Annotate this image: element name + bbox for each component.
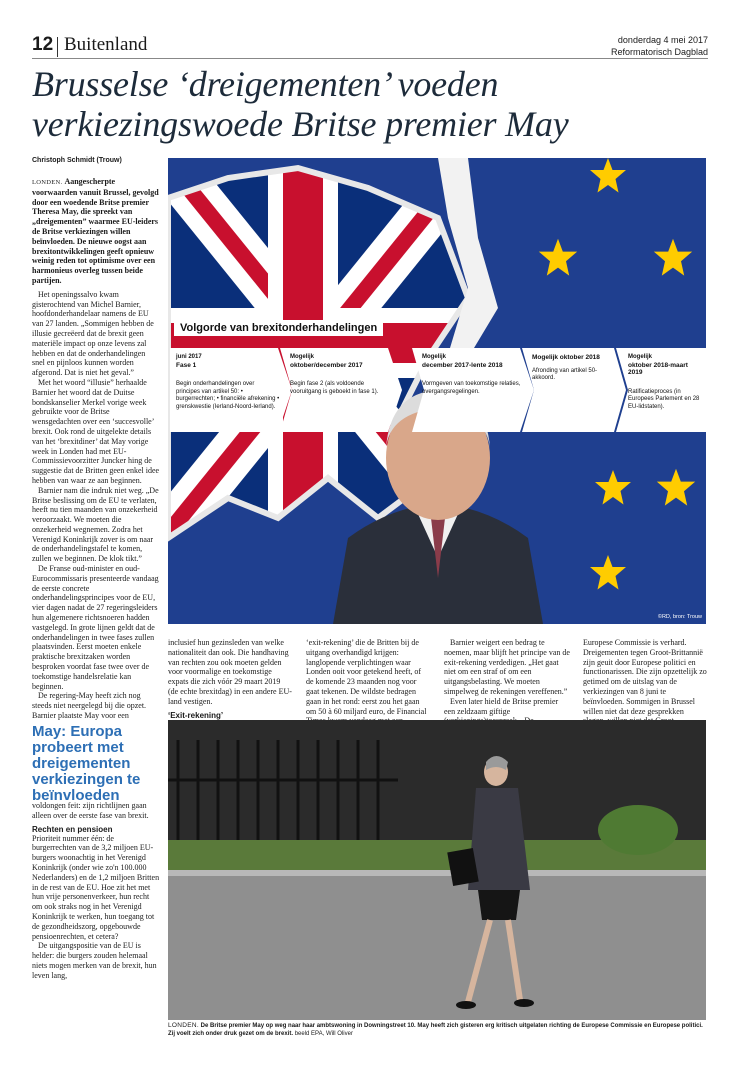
caption-credit: beeld EPA, Will Oliver [294,1031,353,1037]
timeline-step [280,348,402,432]
step-when: Mogelijk [628,354,653,360]
issue-date: donderdag 4 mei 2017 [617,35,708,45]
paragraph: Europese Commissie is verhard. Dreigementen tegen Groot-Brittannië zijn geuit door Europese politici en functionarissen. Die zijn opzettelijk zo getimed om de uitslag van de verkiezingen van 8 juni te beïnvloeden. Sommigen in Brussel willen niet dat deze gesprekken [583,638,707,716]
timeline-title: Volgorde van brexitonderhandelingen [174,320,383,336]
header-rule [32,58,708,59]
paragraph: voldongen feit: zijn richtlijnen gaan alleen over de eerste fase van brexit. [32,801,149,820]
paragraph: Met het woord “illusie” herhaalde Barnier het woord dat de Duitse bondskanselier Merkel vorige week gebruikte voor de Britse wensgedachten over een ‘succesvolle’ brexit. Ook rond de uitgelekte details van het ‘brexitdiner’ dat May vorige week in Londen had met EU-Commissievoorzitter Juncker hing de suggestie dat de Britten geen enkel idee hebben van waar ze aan beginnen. [32,377,160,485]
paragraph: Barnier nam die indruk niet weg. „De Britse beslissing om de EU te verlaten, heeft nu tien maanden van onzekerheid veroorzaakt. We moeten die onzekerheid wegnemen. Zodra het Verenigd Koninkrijk zover is om naar de onderhandelingstafel te komen, zullen we beginnen. De klok tikt.” [32,485,159,564]
article-column-1b [32,801,160,981]
pull-quote: May: Europa probeert met dreigementen verkiezingen te beïnvloeden [32,723,141,804]
step-text: Afronding van artikel 50-akkoord. [532,367,598,381]
paragraph: Het openingssalvo kwam gisterochtend van Michel Barnier, hoofdonderhandelaar namens de EU van 27 landen. „Sommigen hebben de illusie gecreëerd dat de brexit geen materiële impact op onze levens zal hebben en dat de onderhandelingen snel en pijnloos kunnen worden afgerond. Dat is niet het geval.” [32,289,154,378]
page-number: 12 [32,34,54,55]
step-text: Begin fase 2 (als voldoende vooruitgang is geboekt in fase 1). [290,381,379,395]
timeline-step [412,348,534,432]
subheading: ‘Exit-rekening’ [168,710,224,720]
may-photo [168,720,706,1020]
paragraph: De uitgangspositie van de EU is helder: die burgers zouden helemaal niets mogen merken van de brexit, hun leven lang, [32,941,157,980]
article-column-1 [32,177,160,721]
timeline-step [616,348,706,432]
step-when: Mogelijk oktober 2018 [532,354,600,361]
paper-name: Reformatorisch Dagblad [610,47,708,57]
paragraph: Prioriteit nummer één: de burgerrechten van de 3,2 miljoen EU-burgers woonachtig in het Verenigd Koninkrijk (onder wie zo'n 100.000 Nederlanders) en de 1,2 miljoen Britten in de rest van de EU. Hoe zit het met hun vrije personenverkeer, hun recht om ook straks nog in het Verenigd Koninkrijk te werken, hun toegang tot de gezondheidszorg, opgebouwde pensioenrechten, et cetera? [32,833,160,941]
step-text: Begin onderhandelingen over principes van artikel 50: • burgerrechten; • financiële afrekening • grenskwestie (Ierland-Noord-Ierland). [176,381,280,410]
step-when: Mogelijk [290,354,315,360]
step-text: Ratificatieproces (in Europees Parlement en 28 EU-lidstaten). [628,388,700,410]
timeline-step [170,348,292,432]
downing-street-scene [168,720,706,1020]
paragraph: Barnier weigert een bedrag te noemen, maar blijft het principe van de exit-rekening verdedigen. „Het gaat niet om een straf of om een uitgangsbelasting. We moeten simpelweg de rekeningen vereffenen.” [444,638,570,696]
lede: Aangescherpte voorwaarden vanuit Brussel, gevolgd door een woedende Britse premier Theresa May, die spreekt van „dreigementen” waarmee EU-leiders de Britse verkiezingen willen beïnvloeden. De nieuwe oogst aan brexitontwikkelingen geeft opnieuw weinig reden tot optimisme over een harmonieus overleg tussen beide partijen. [32,177,159,285]
paragraph: ‘exit-rekening’ die de Britten bij de uitgang overhandigd krijgen: langlopende verplichtingen waar Londen ooit voor getekend heeft, of de komende 23 maanden nog voor gaat tekenen. De wildste bedragen gaan in het rond: eerst zou het gaan om 50 à 60 miljard euro, de Financial [306,638,427,716]
caption-dateline: LONDEN. [168,1022,199,1029]
paragraph: De Franse oud-minister en oud-Eurocommissaris presenteerde vandaag de eerste concrete onderhandelingsprincipes voor de EU, vier dagen nadat de 27 regeringsleiders hun algemenere richtsnoeren hadden vastgelegd. In grote lijnen geldt dat de onderhandelingen in twee fases zullen plaatsvinden. Eerst moeten enkele praktische brexitzaken worden besproken voordat fase twee over de toekomstige handelsrelatie kan beginnen. [32,564,159,691]
subheading: Rechten en pensioen [32,824,113,834]
graphic-credit: ©RD, bron: Trouw [657,614,702,620]
paragraph: inclusief hun gezinsleden van welke nationaliteit dan ook. Die handhaving van rechten zou ook moeten gelden voor voormalige en toekomstige expats die zich vóór 29 maart 2019 (de echte brexitdag) in een andere EU-land vestigen. [168,638,292,706]
headline: Brusselse ‘dreigementen’ voeden verkiezingswoede Britse premier May [32,64,569,144]
step-label: oktober/december 2017 [290,361,363,369]
header-meta [611,34,708,58]
photo-caption [168,1022,706,1038]
section-title: Buitenland [64,34,148,55]
caption-text: De Britse premier May op weg naar haar ambtswoning in Downingstreet 10. May heeft zich gisteren erg kritisch uitgelaten richting de Europese Commissie en Europese politici. Zij voelt zich onder druk gezet om de brexit. [168,1023,703,1037]
paragraph: Even later hield de Britse premier een zeldzaam giftige [444,696,559,716]
article-column-2 [168,638,292,729]
step-text: Vormgeven van toekomstige relaties, overgangsregelingen. [422,381,521,395]
step-when: juni 2017 [176,354,202,360]
byline: Christoph Schmidt (Trouw) [32,157,122,164]
step-label: oktober 2018-maart 2019 [628,361,688,376]
step-label: Fase 1 [176,361,197,369]
step-when: Mogelijk [422,354,447,360]
dateline: LONDEN. [32,179,63,186]
timeline-step [522,348,626,432]
header-divider [57,37,58,57]
paragraph: De regering-May heeft zich nog steeds niet neergelegd bij die opzet. Barnier plaatste May voor een [32,691,147,721]
step-label: december 2017-lente 2018 [422,361,503,369]
